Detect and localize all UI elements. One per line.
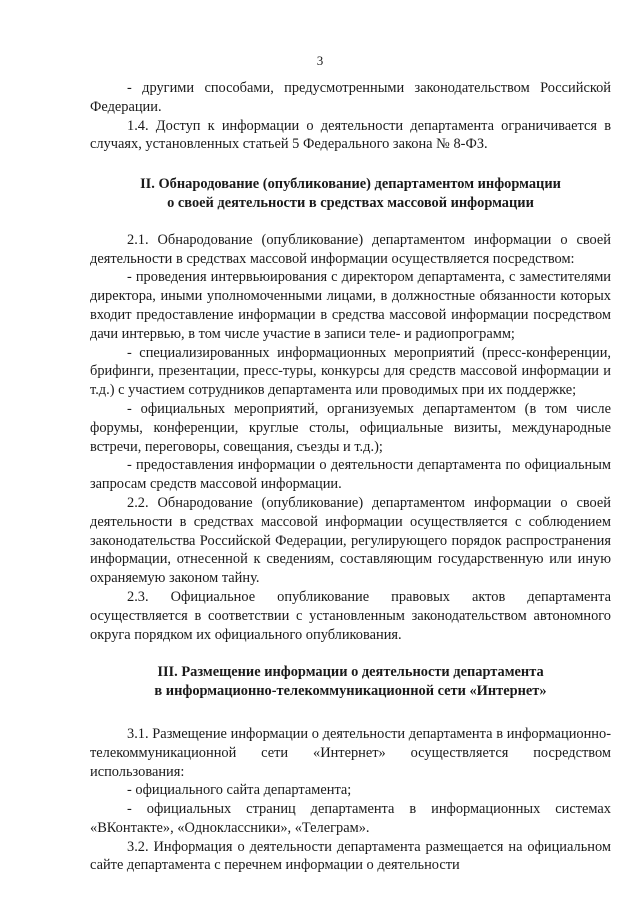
section-heading-2-line-2: о своей деятельности в средствах массовой информации [167, 194, 534, 211]
page-number: 3 [316, 53, 324, 68]
section-heading-3-line-1: III. Размещение информации о деятельности департамента [157, 664, 544, 681]
paragraph-2-2: 2.2. Обнародование (опубликование) департаментом информации о своей деятельности в средствах массовой информации осуществляется с соблюдением законодательства Российской Федерации, регулирующего порядок распространения информации, отнесенной к сведениям, составляющим государственную или иную охраняемую законом тайну. [90, 494, 611, 587]
paragraph-3-2: 3.2. Информация о деятельности департамента размещается на официальном сайте департамента с перечнем информации о деятельности [90, 838, 611, 874]
paragraph-other-methods: - другими способами, предусмотренными законодательством Российской Федерации. [90, 80, 611, 115]
list-item-media-requests: - предоставления информации о деятельности департамента по официальным запросам средств массовой информации. [90, 457, 611, 493]
paragraph-1-4: 1.4. Доступ к информации о деятельности департамента ограничивается в случаях, установленных статьей 5 Федерального закона № 8-ФЗ. [90, 117, 611, 153]
paragraph-2-1: 2.1. Обнародование (опубликование) департаментом информации о своей деятельности в средствах массовой информации осуществляется посредством: [90, 231, 611, 267]
list-item-special-events: - специализированных информационных мероприятий (пресс-конференции, брифинги, презентации, пресс-туры, конкурсы для средств массовой информации и т.д.) с участием сотрудников департамента или проводимых при их поддержке; [90, 344, 611, 399]
list-item-official-site: - официального сайта департамента; [127, 782, 352, 799]
section-heading-3-line-2: в информационно-телекоммуникационной сети «Интернет» [154, 683, 547, 700]
document-body [90, 79, 611, 875]
list-item-social-pages: - официальных страниц департамента в информационных системах «ВКонтакте», «Одноклассники», «Телеграм». [90, 801, 611, 836]
list-item-official-events: - официальных мероприятий, организуемых департаментом (в том числе форумы, конференции, круглые столы, официальные визиты, международные встречи, переговоры, совещания, съезды и т.д.); [90, 400, 611, 455]
paragraph-2-3: 2.3. Официальное опубликование правовых актов департамента осуществляется в соответствии с установленным законодательством автономного округа порядком их официального опубликования. [90, 588, 611, 643]
section-heading-2-line-1: II. Обнародование (опубликование) департаментом информации [140, 176, 561, 193]
list-item-interviews: - проведения интервьюирования с директором департамента, с заместителями директора, иными уполномоченными лицами, в должностные обязанности которых входит предоставление информации в средства массовой информации посредством дачи интервью, в том числе участие в записи теле- и радиопрограмм; [90, 269, 611, 342]
paragraph-3-1: 3.1. Размещение информации о деятельности департамента в информационно-телекоммуникационной сети «Интернет» осуществляется посредством использования: [90, 725, 611, 780]
